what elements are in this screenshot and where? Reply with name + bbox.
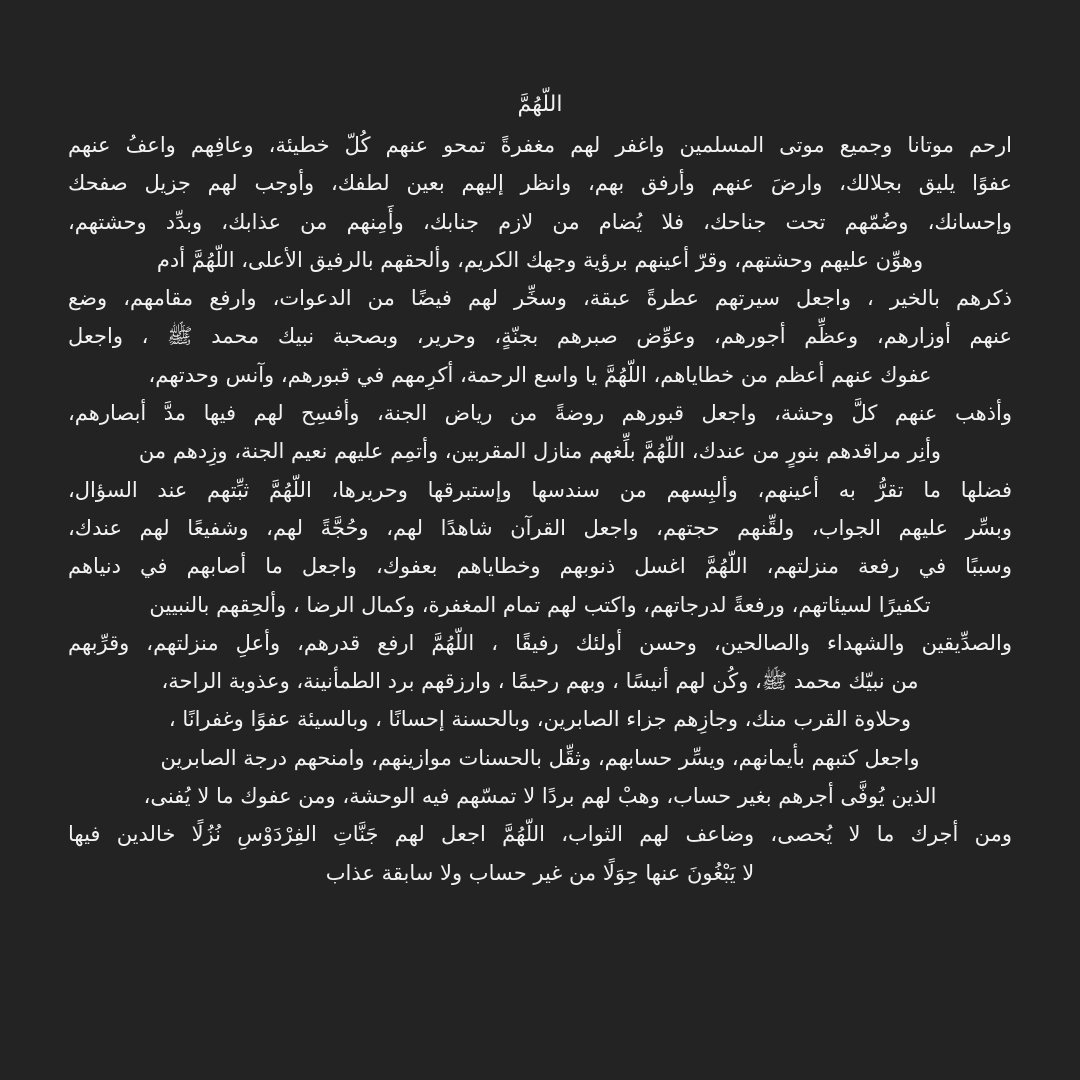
dua-line: عنهم أوزارهم، وعظِّم أجورهم، وعوِّض صبرهم بجنّةٍ، وحرير، وبصحبة نبيك محمد ﷺ ، واجعل	[68, 324, 1012, 349]
dua-line: عفوك عنهم أعظم من خطاياهم، اللّهُمَّ يا واسع الرحمة، أكرِمهم في قبورهم، وآنس وحدتهم،	[148, 362, 932, 387]
dua-line: ارحم موتانا وجميع موتى المسلمين واغفر لهم مغفرةً تمحو عنهم كُلّ خطيئة، وعافِهم واعفُ عنهم	[68, 133, 1012, 157]
dua-line: لا يَبْغُونَ عنها حِوَلًا من غير حساب ولا سابقة عذاب	[325, 860, 755, 885]
dua-line: وهوِّن عليهم وحشتهم، وقرّ أعينهم برؤية وجهك الكريم، وألحقهم بالرفيق الأعلى، اللّهُمَّ أدم	[156, 247, 924, 272]
dua-line: وأنِر مراقدهم بنورٍ من عندك، اللّهُمَّ بلِّغهم منازل المقربين، وأتمِم عليهم نعيم الجنة، وزِدهم من	[138, 439, 942, 464]
dua-line: وإحسانك، وضُمّهم تحت جناحك، فلا يُضام من لازم جنابك، وأَمِنهم من عذابك، وبدِّد وحشتهم،	[68, 209, 1012, 234]
dua-line: عفوًا يليق بجلالك، وارضَ عنهم وأرفق بهم، وانظر إليهم بعين لطفك، وأوجب لهم جزيل صفحك	[68, 171, 1012, 196]
dua-line: وأذهب عنهم كلَّ وحشة، واجعل قبورهم روضةً من رياض الجنة، وأفسِح لهم فيها مدَّ أبصارهم،	[68, 401, 1012, 426]
dua-line: وبسِّر عليهم الجواب، ولقِّنهم حجتهم، واجعل القرآن شاهدًا لهم، وحُجَّةً لهم، وشفيعًا لهم عندك،	[68, 515, 1012, 540]
dua-line: وحلاوة القرب منك، وجازِهم جزاء الصابرين، وبالحسنة إحسانًا ، وبالسيئة عفوًا وغفرانًا ،	[168, 707, 912, 732]
dua-line: تكفيرًا لسيئاتهم، ورفعةً لدرجاتهم، واكتب لهم تمام المغفرة، وكمال الرضا ، وألحِقهم بالنبيين	[149, 592, 931, 617]
dua-line: ومن أجرك ما لا يُحصى، وضاعف لهم الثواب، اللّهُمَّ اجعل لهم جَنَّاتِ الفِرْدَوْسِ نُزُلًا خالدين فيها	[68, 822, 1012, 847]
dua-body	[68, 126, 1012, 892]
dua-line: واجعل كتبهم بأيمانهم، ويسِّر حسابهم، وثقِّل بالحسنات موازينهم، وامنحهم درجة الصابرين	[160, 745, 920, 770]
dua-line: فضلها ما تقرُّ به أعينهم، وألبِسهم من سندسها وإستبرقها وحريرها، اللّهُمَّ ثبِّتهم عند السؤال،	[68, 477, 1012, 502]
dua-line: ذكرهم بالخير ، واجعل سيرتهم عطرةً عبقة، وسخِّر لهم فيضًا من الدعوات، وارفع مقامهم، وضع	[68, 286, 1012, 311]
dua-line: والصدِّيقين والشهداء والصالحين، وحسن أولئك رفيقًا ، اللّهُمَّ ارفع قدرهم، وأعلِ منزلتهم، وقرِّبهم	[68, 630, 1012, 655]
dua-line: من نبيّك محمد ﷺ، وكُن لهم أنيسًا ، وبهم رحيمًا ، وارزقهم برد الطمأنينة، وعذوبة الراحة،	[161, 669, 919, 694]
dua-line: الذين يُوفَّى أجرهم بغير حساب، وهبْ لهم بردًا لا تمسّهم فيه الوحشة، ومن عفوك ما لا يُفنى،	[143, 784, 937, 809]
dua-title: اللّهُمَّ	[517, 92, 563, 117]
dua-line: وسببًا في رفعة منزلتهم، اللّهُمَّ اغسل ذنوبهم وخطاياهم بعفوك، واجعل ما أصابهم في دنياهم	[68, 554, 1012, 579]
